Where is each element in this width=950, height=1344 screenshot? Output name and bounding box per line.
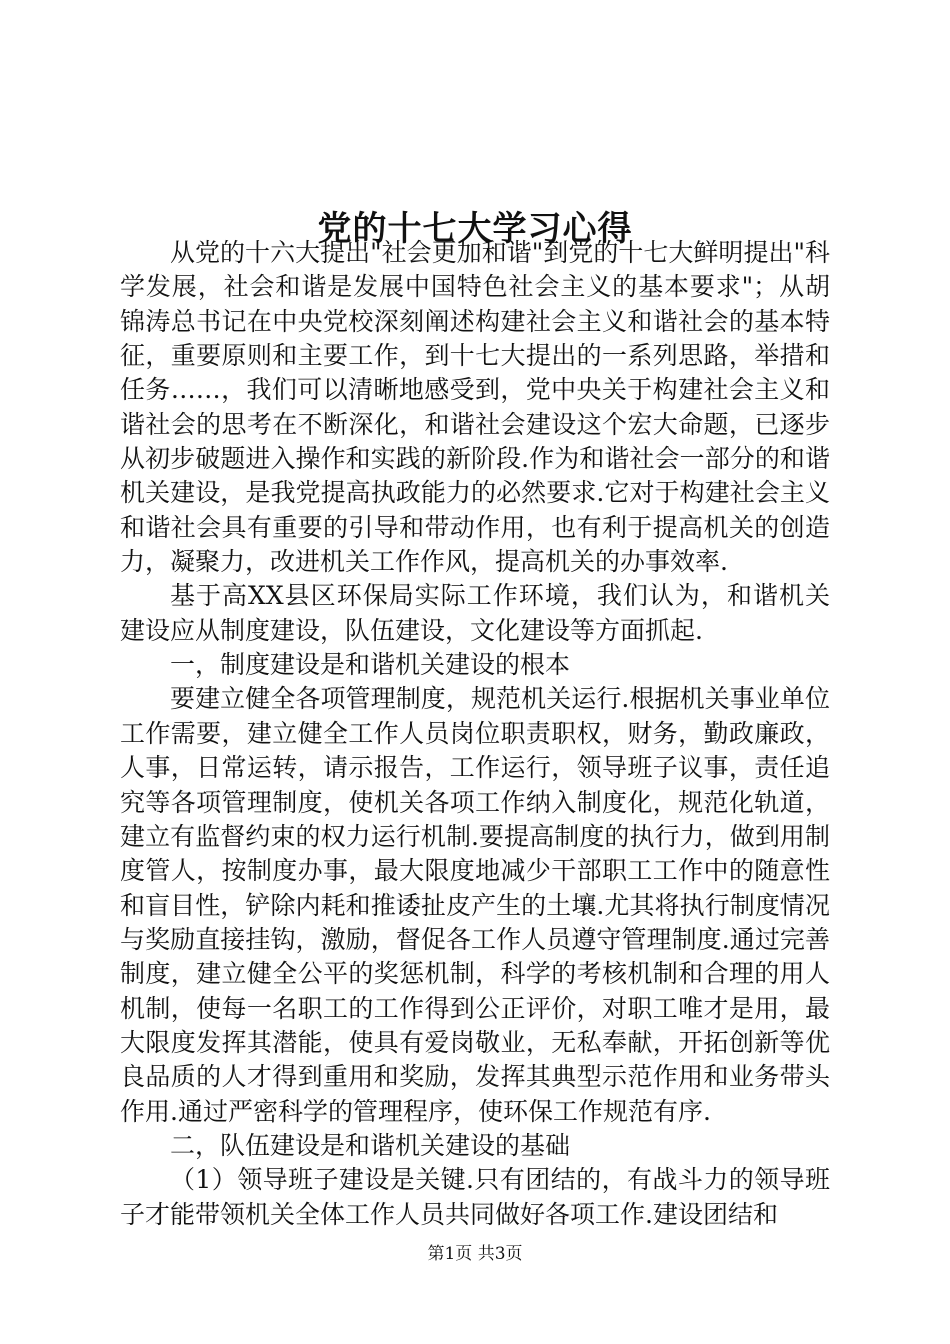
paragraph-system: 要建立健全各项管理制度，规范机关运行.根据机关事业单位工作需要，建立健全工作人员岗位职责职权，财务，勤政廉政，人事，日常运转，请示报告，工作运行，领导班子议事，责任追究等各项管理制度，使机关各项工作纳入制度化，规范化轨道，建立有监督约束的权力运行机制.要提高制度的执行力，做到用制度管人，按制度办事，最大限度地减少干部职工工作中的随意性和盲目性，铲除内耗和推诿扯皮产生的土壤.尤其将执行制度情况与奖励直接挂钩，激励，督促各工作人员遵守管理制度.通过完善制度，建立健全公平的奖惩机制，科学的考核机制和合理的用人机制，使每一名职工的工作得到公正评价，对职工唯才是用，最大限度发挥其潜能，使具有爱岗敬业，无私奉献，开拓创新等优良品质的人才得到重用和奖励，发挥其典型示范作用和业务带头作用.通过严密科学的管理程序，使环保工作规范有序. [120, 684, 830, 1126]
document-body [120, 236, 830, 1232]
paragraph-intro: 从党的十六大提出"社会更加和谐"到党的十七大鲜明提出"科学发展，社会和谐是发展中国特色社会主义的基本要求"；从胡锦涛总书记在中央党校深刻阐述构建社会主义和谐社会的基本特征，重要原则和主要工作，到十七大提出的一系列思路，举措和任务……，我们可以清晰地感受到，党中央关于构建社会主义和谐社会的思考在不断深化，和谐社会建设这个宏大命题，已逐步从初步破题进入操作和实践的新阶段.作为和谐社会一部分的和谐机关建设，是我党提高执政能力的必然要求.它对于构建社会主义和谐社会具有重要的引导和带动作用，也有利于提高机关的创造力，凝聚力，改进机关工作作风，提高机关的办事效率. [120, 238, 830, 577]
paragraph-leadership: （1）领导班子建设是关键.只有团结的，有战斗力的领导班子才能带领机关全体工作人员共同做好各项工作.建设团结和 [120, 1165, 830, 1229]
section-heading-system: 一，制度建设是和谐机关建设的根本 [170, 650, 571, 680]
page-number-footer: 第1页 共3页 [427, 1244, 523, 1264]
paragraph-basis: 基于高XX县区环保局实际工作环境，我们认为，和谐机关建设应从制度建设，队伍建设，文化建设等方面抓起. [120, 581, 830, 645]
document-title: 党的十七大学习心得 [317, 208, 633, 249]
section-heading-team: 二，队伍建设是和谐机关建设的基础 [170, 1130, 571, 1160]
